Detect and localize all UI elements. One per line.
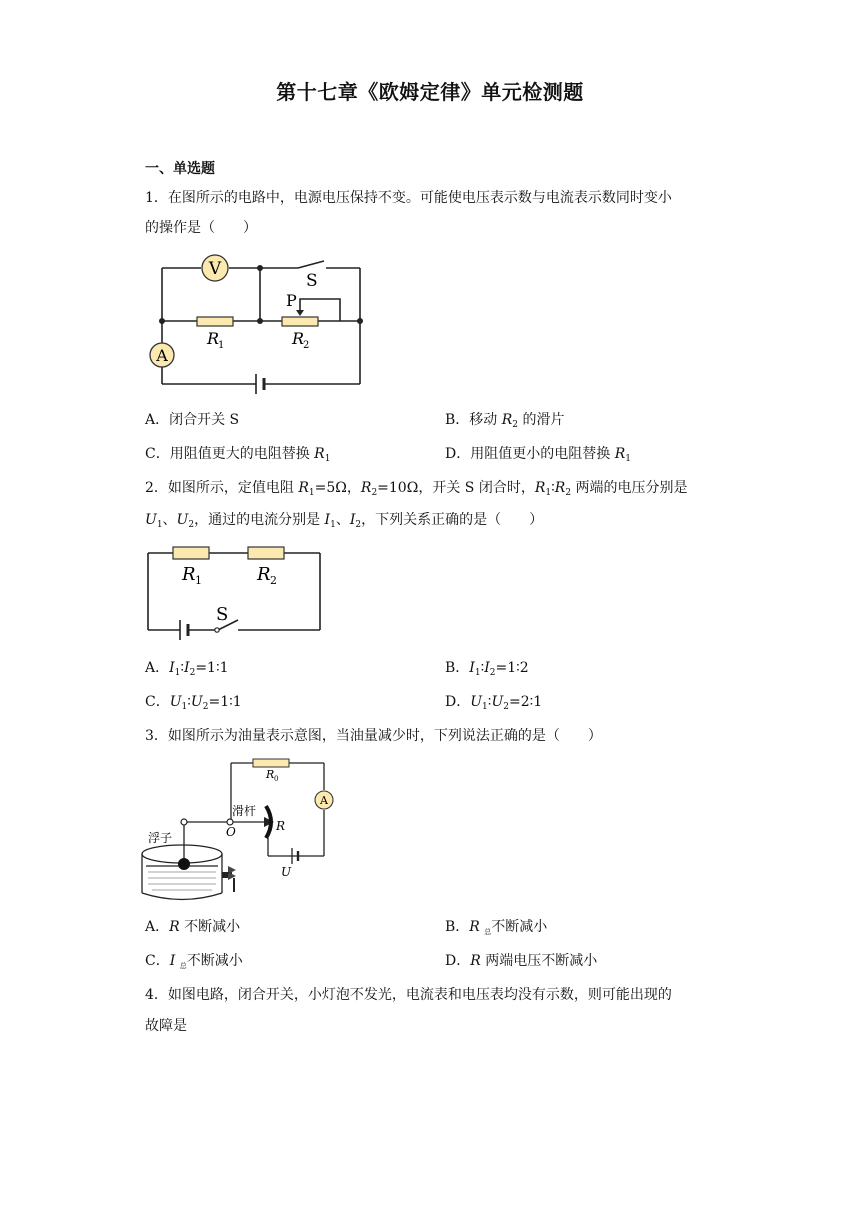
q1-option-d: D．用阻值更小的电阻替换 $R_1$ xyxy=(445,446,631,464)
section-heading: 一、单选题 xyxy=(145,161,215,177)
q1-option-b: B．移动 $R_2$ 的滑片 xyxy=(445,412,565,430)
page-title: 第十七章《欧姆定律》单元检测题 xyxy=(276,80,584,104)
q2-r2-label: R xyxy=(257,564,271,585)
q1-stem-line1: 1．在图所示的电路中，电源电压保持不变。可能使电压表示数与电流表示数同时变小 xyxy=(145,190,672,206)
q1-option-a: A．闭合开关 S xyxy=(145,412,240,428)
q3-option-a: A．R 不断减小 xyxy=(145,919,241,935)
r0-label: R xyxy=(266,768,275,781)
q2-circuit-diagram xyxy=(140,540,330,642)
q2-r1-subscript: 1 xyxy=(195,574,202,587)
r2-subscript: 2 xyxy=(303,340,310,351)
r2-label: R xyxy=(292,329,305,348)
q3-stem-line1: 3．如图所示为油量表示意图，当油量减少时，下列说法正确的是（ ） xyxy=(145,728,602,744)
r0-subscript: 0 xyxy=(274,775,279,783)
r1-label: R xyxy=(207,329,220,348)
q1-option-c: C．用阻值更大的电阻替换 $R_1$ xyxy=(145,446,331,464)
q2-r2-subscript: 2 xyxy=(270,574,277,587)
q2-option-c: C．$U_1∶U_2=1∶1$ xyxy=(145,694,242,712)
q3-oil-gauge-diagram xyxy=(138,756,338,906)
q4-stem-line1: 4．如图电路，闭合开关，小灯泡不发光，电流表和电压表均没有示数，则可能出现的 xyxy=(145,987,672,1003)
ammeter-label: A xyxy=(156,346,168,365)
slider-label: P xyxy=(286,291,297,310)
q3-option-b: B．R $_总$不断减小 xyxy=(445,919,548,936)
q3-r-label: R xyxy=(276,819,286,833)
q2-option-b: B．$I_1∶I_2=1∶2$ xyxy=(445,660,529,678)
q4-stem-line2: 故障是 xyxy=(145,1018,187,1034)
q1-circuit-diagram xyxy=(140,248,380,396)
q3-option-c: C．I $_总$不断减小 xyxy=(145,953,243,970)
q2-option-d: D．$U_1∶U_2=2∶1$ xyxy=(445,694,543,712)
q3-u-label: U xyxy=(281,865,292,879)
q2-option-a: A．$I_1∶I_2=1∶1$ xyxy=(145,660,229,678)
float-label: 浮子 xyxy=(148,831,173,845)
voltmeter-label: V xyxy=(208,259,222,279)
q3-option-d: D．R 两端电压不断减小 xyxy=(445,953,598,969)
r1-subscript: 1 xyxy=(218,340,225,351)
q3-ammeter-label: A xyxy=(320,794,328,807)
slider-rod-label: 滑杆 xyxy=(232,804,257,818)
pivot-o-label: O xyxy=(226,825,236,839)
q2-stem-line1: 2．如图所示，定值电阻 $R_1=5\Omega$，$R_2=10\Omega$，开关 S 闭合时，$R_1∶R_2$ 两端的电压分别是 xyxy=(145,480,688,498)
q1-stem-line2: 的操作是（ ） xyxy=(145,220,257,236)
q2-r1-label: R xyxy=(182,564,196,585)
q2-stem-line2: $U_1$、$U_2$，通过的电流分别是 $I_1$、$I_2$，下列关系正确的是（ ） xyxy=(145,512,544,530)
q2-switch-label: S xyxy=(216,604,229,625)
switch-label: S xyxy=(306,271,318,291)
